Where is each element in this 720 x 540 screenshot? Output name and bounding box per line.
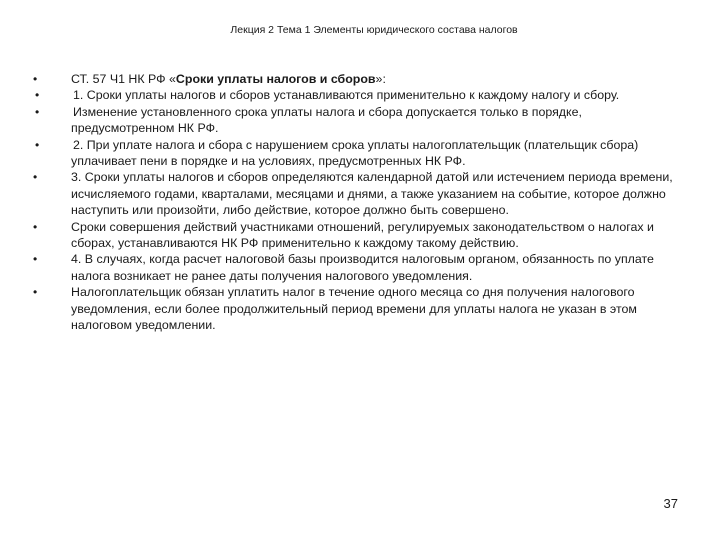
bullet-item: • Изменение установленного срока уплаты налога и сбора допускается только в порядке, предусмотренном НК РФ. bbox=[71, 104, 686, 137]
article-suffix: »: bbox=[375, 72, 386, 86]
bullet-item bbox=[71, 71, 686, 87]
bullet-item: • 2. При уплате налога и сбора с нарушением срока уплаты налогоплательщик (плательщик сбора) уплачивает пени в порядке и на условиях, предусмотренных НК РФ. bbox=[71, 137, 686, 170]
bullet-item: • 3. Сроки уплаты налогов и сборов определяются календарной датой или истечением периода времени, исчисляемого годами, кварталами, месяцами и днями, а также указанием на событие, которое должно наступить или произойти, либо действие, которое должно быть совершено. bbox=[71, 169, 686, 218]
page-number: 37 bbox=[663, 496, 678, 511]
article-ref: СТ. 57 Ч1 НК РФ « bbox=[71, 72, 176, 86]
bullet-item: • 1. Сроки уплаты налогов и сборов устанавливаются применительно к каждому налогу и сбору. bbox=[71, 87, 686, 103]
bullet-list bbox=[71, 71, 686, 334]
bullet-item: • 4. В случаях, когда расчет налоговой базы производится налоговым органом, обязанность по уплате налога возникает не ранее даты получения налогового уведомления. bbox=[71, 251, 686, 284]
article-heading: Сроки уплаты налогов и сборов bbox=[175, 72, 376, 86]
slide-title: Лекция 2 Тема 1 Элементы юридического состава налогов bbox=[230, 24, 518, 36]
bullet-item: • Налогоплательщик обязан уплатить налог в течение одного месяца со дня получения налогового уведомления, если более продолжительный период времени для уплаты налога не указан в этом налоговом уведомлении. bbox=[71, 284, 686, 333]
bullet-item: • Сроки совершения действий участниками отношений, регулируемых законодательством о налогах и сборах, устанавливаются НК РФ применительно к каждому такому действию. bbox=[71, 219, 686, 252]
